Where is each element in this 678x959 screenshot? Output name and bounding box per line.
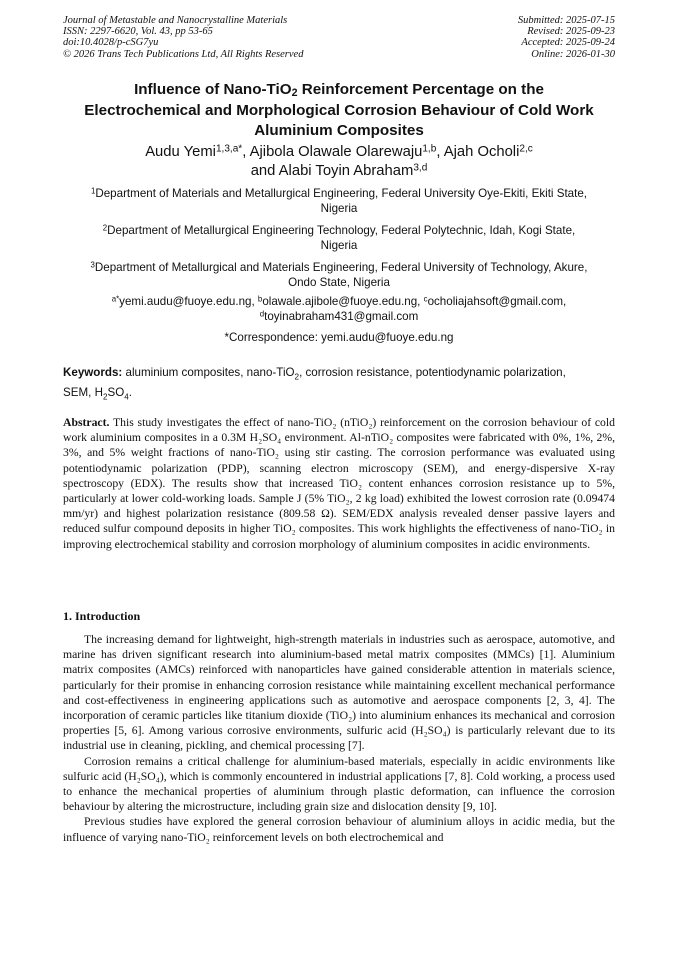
title-text: Influence of Nano-TiO bbox=[134, 81, 292, 98]
affiliation-text: Department of Metallurgical and Materials Engineering, Federal University of Technology, Akure, bbox=[94, 261, 588, 274]
author-name: and Alabi Toyin Abraham bbox=[250, 163, 414, 179]
affiliation-country: Ondo State, Nigeria bbox=[288, 276, 390, 290]
affiliation-2 bbox=[63, 223, 615, 253]
email-address[interactable]: olawale.ajibole@fuoye.edu.ng, bbox=[262, 295, 424, 308]
intro-paragraph-2: Corrosion remains a critical challenge for aluminium-based materials, especially in acidic environments like sulfuric acid (H₂SO₄), which is commonly encountered in industrial applications [7, 8]. Cold working, a process used to enhance the mechanical properties of aluminium through plastic deformation, can influence the corrosion behaviour by altering the microstructure, including grain size and dislocation density [9, 10]. bbox=[63, 754, 615, 814]
author-affiliation-marker: 3,d bbox=[413, 162, 428, 174]
keywords-text: , corrosion resistance, potentiodynamic polarization, bbox=[299, 366, 566, 379]
email-address[interactable]: toyinabraham431@gmail.com bbox=[264, 310, 419, 324]
title-line-3: Aluminium Composites bbox=[254, 122, 424, 139]
keywords-label: Keywords: bbox=[63, 366, 123, 379]
affiliation-marker: 3 bbox=[90, 260, 95, 270]
affiliation-country: Nigeria bbox=[320, 239, 358, 253]
emails-line-1 bbox=[63, 294, 615, 309]
author-affiliation-marker: 2,c bbox=[519, 143, 533, 155]
author-name: , Ajah Ocholi bbox=[436, 144, 520, 160]
date-online: Online: 2026-01-30 bbox=[531, 48, 615, 60]
journal-header-right bbox=[518, 15, 615, 60]
affiliation-line bbox=[63, 223, 615, 238]
journal-copyright: © 2026 Trans Tech Publications Ltd, All Rights Reserved bbox=[63, 48, 304, 60]
journal-header-left bbox=[63, 15, 303, 60]
correspondence-line: *Correspondence: yemi.audu@fuoye.edu.ng bbox=[224, 331, 454, 344]
author-emails bbox=[63, 294, 615, 324]
intro-paragraph-3: Previous studies have explored the general corrosion behaviour of aluminium alloys in acidic media, but the influence of varying nano-TiO₂ reinforcement levels on both electrochemical and bbox=[63, 815, 615, 844]
title-line-2: Electrochemical and Morphological Corrosion Behaviour of Cold Work bbox=[84, 101, 594, 119]
keywords-text: aluminium composites, nano-TiO bbox=[122, 366, 295, 379]
abstract bbox=[63, 415, 615, 552]
journal-name: Journal of Metastable and Nanocrystalline Materials bbox=[63, 15, 288, 26]
email-address[interactable]: ocholiajahsoft@gmail.com, bbox=[427, 295, 567, 308]
keywords-text: SEM, H bbox=[63, 385, 103, 399]
keywords-text: SO bbox=[107, 385, 125, 399]
emails-line-2 bbox=[63, 309, 615, 324]
keywords-block bbox=[63, 365, 615, 404]
email-marker: a* bbox=[111, 294, 120, 304]
date-revised: Revised: 2025-09-23 bbox=[527, 26, 615, 38]
affiliation-text: Department of Metallurgical Engineering Technology, Federal Polytechnic, Idah, Kogi State, bbox=[107, 224, 576, 237]
author-name: , Ajibola Olawale Olarewaju bbox=[242, 144, 423, 160]
author-name: Audu Yemi bbox=[145, 144, 216, 160]
keywords-line-1 bbox=[63, 365, 615, 385]
author-affiliation-marker: 1,3,a* bbox=[215, 143, 243, 155]
authors-line-1 bbox=[60, 143, 618, 162]
journal-issn: ISSN: 2297-6620, Vol. 43, pp 53-65 bbox=[63, 26, 213, 38]
affiliation-line bbox=[63, 186, 615, 201]
keywords-subscript: 2 bbox=[294, 372, 300, 382]
authors-line-2 bbox=[60, 162, 618, 181]
affiliation-1 bbox=[63, 186, 615, 216]
section-heading: 1. Introduction bbox=[63, 609, 141, 623]
email-marker: b bbox=[257, 294, 263, 304]
date-accepted: Accepted: 2025-09-24 bbox=[521, 37, 615, 49]
introduction-body bbox=[63, 632, 615, 845]
keywords-subscript: 4 bbox=[124, 391, 129, 401]
abstract-label: Abstract. bbox=[63, 416, 110, 429]
keywords-subscript: 2 bbox=[102, 391, 108, 401]
date-submitted: Submitted: 2025-07-15 bbox=[517, 15, 615, 26]
title-subscript: 2 bbox=[291, 87, 298, 100]
affiliation-3 bbox=[63, 260, 615, 290]
title-text: Reinforcement Percentage on the bbox=[297, 81, 544, 98]
author-affiliation-marker: 1,b bbox=[422, 143, 437, 155]
email-address[interactable]: yemi.audu@fuoye.edu.ng, bbox=[119, 295, 258, 308]
keywords-text: . bbox=[128, 385, 132, 399]
affiliation-line bbox=[63, 260, 615, 275]
paper-title bbox=[60, 80, 618, 142]
email-marker: c bbox=[423, 294, 428, 304]
author-list bbox=[60, 143, 618, 181]
intro-paragraph-1: The increasing demand for lightweight, high-strength materials in industries such as aerospace, automotive, and marine has driven significant research into aluminium-based metal matrix composites (MMCs) [1]. Aluminium matrix composites (AMCs) reinforced with nanoparticles have gained considerable attention in materials science, particularly for their promise in enhancing corrosion resistance while maintaining excellent mechanical performance and cost-effectiveness in engineering applications such as automotive and aerospace components [2, 3, 4]. The incorporation of ceramic particles like titanium dioxide (TiO₂) into aluminium enhances its mechanical and corrosion properties [5, 6]. Among various corrosive environments, sulfuric acid (H₂SO₄) is particularly relevant due to its industrial use in cleaning, pickling, and chemical processing [7]. bbox=[63, 633, 615, 753]
affiliation-marker: 1 bbox=[90, 186, 96, 196]
affiliation-text: Department of Materials and Metallurgical Engineering, Federal University Oye-Ekiti, Ekiti State, bbox=[95, 187, 588, 200]
abstract-text: This study investigates the effect of nano-TiO₂ (nTiO₂) reinforcement on the corrosion behaviour of cold work aluminium composites in a 0.3M H₂SO₄ environment. Al-nTiO₂ composites were fabricated with 0%, 1%, 2%, 3%, and 5% weight fractions of nano-TiO₂ using stir casting. The corrosion performance was evaluated using potentiodynamic polarization (PDP), scanning electron microscopy (SEM), and energy-dispersive X-ray spectroscopy (EDX). The results show that increased TiO₂ content enhances corrosion resistance up to 5%, particularly at lower cold-working loads. Sample J (5% TiO₂, 2 kg load) exhibited the lowest corrosion rate (0.09474 mm/yr) and highest polarization resistance (809.58 Ω). SEM/EDX analysis revealed denser passive layers and reduced sulfur compound deposits in higher TiO₂ composites. This work highlights the effectiveness of nano-TiO₂ in improving electrochemical stability and corrosion morphology of aluminium composites in acidic environments. bbox=[63, 416, 615, 551]
title-line-1 bbox=[60, 80, 618, 101]
keywords-line-2 bbox=[63, 385, 615, 405]
affiliation-country: Nigeria bbox=[320, 202, 358, 216]
journal-doi: doi:10.4028/p-cSG7yu bbox=[63, 37, 159, 49]
email-marker: d bbox=[259, 309, 265, 319]
affiliation-marker: 2 bbox=[102, 223, 108, 233]
